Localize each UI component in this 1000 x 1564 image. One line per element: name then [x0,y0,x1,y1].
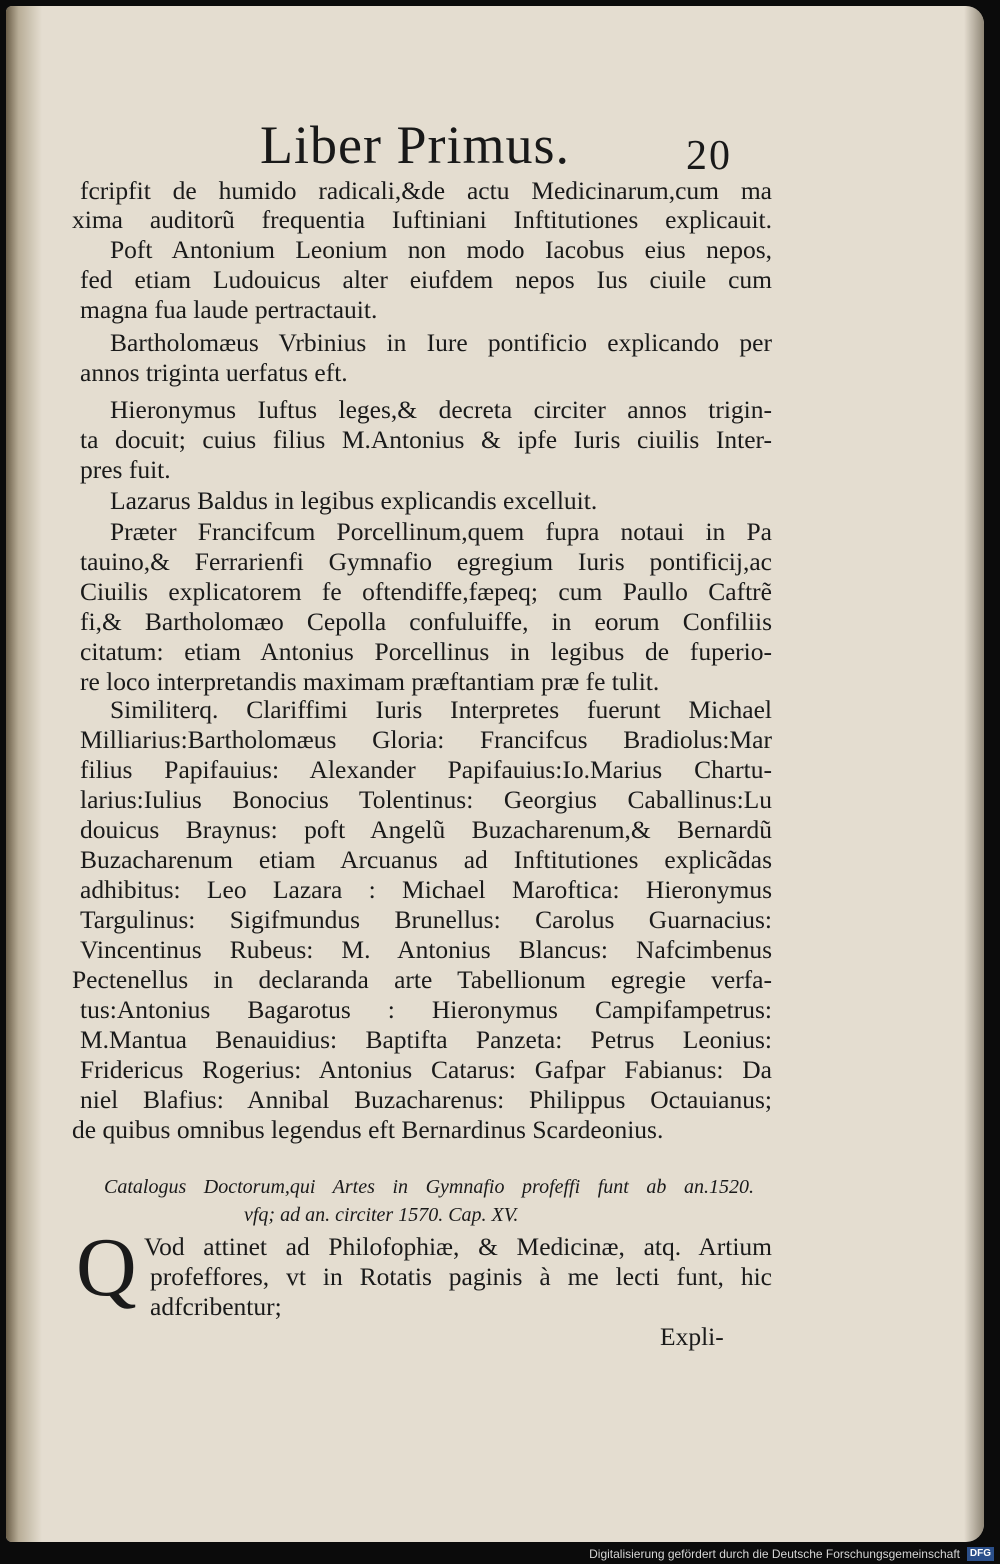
text-line: magna fua laude pertractauit. [80,295,378,324]
text-line: Poft Antonium Leonium non modo Iacobus eius nepos, [110,235,772,264]
text-line: citatum: etiam Antonius Porcellinus in legibus de fuperio- [80,637,772,666]
text-line: Fridericus Rogerius: Antonius Catarus: Gafpar Fabianus: Da [80,1055,772,1084]
text-line: fi,& Bartholomæo Cepolla confuluiffe, in eorum Confiliis [80,607,772,636]
text-line: Targulinus: Sigifmundus Brunellus: Carolus Guarnacius: [80,905,772,934]
catchword: Expli- [660,1322,724,1351]
chapter-heading: vfq; ad an. circiter 1570. Cap. XV. [244,1204,519,1226]
text-line: Bartholomæus Vrbinius in Iure pontificio explicando per [110,328,772,357]
text-line: Hieronymus Iuftus leges,& decreta circiter annos trigin- [110,395,772,424]
text-line: Vincentinus Rubeus: M. Antonius Blancus: Nafcimbenus [80,935,772,964]
text-line: douicus Braynus: poft Angelũ Buzacharenum,& Bernardũ [80,815,772,844]
chapter-heading: Catalogus Doctorum,qui Artes in Gymnafio profeffi funt ab an.1520. [104,1176,754,1198]
text-line: tauino,& Ferrarienfi Gymnafio egregium Iuris pontificij,ac [80,547,772,576]
text-line: Pectenellus in declaranda arte Tabellionum egregie verfa- [72,965,772,994]
text-line: Similiterq. Clariffimi Iuris Interpretes fuerunt Michael [110,695,772,724]
text-line: adfcribentur; [150,1292,282,1321]
text-line: Ciuilis explicatorem fe oftendiffe,fæpeq; cum Paullo Caftrẽ [80,577,772,606]
drop-cap-initial: Q [76,1221,137,1314]
text-line: de quibus omnibus legendus eft Bernardinus Scardeonius. [72,1115,664,1144]
text-line: Præter Francifcum Porcellinum,quem fupra notaui in Pa [110,517,772,546]
page-number: 20 [686,133,732,179]
text-line: fed etiam Ludouicus alter eiufdem nepos Ius ciuile cum [80,265,772,294]
text-line: xima auditorũ frequentia Iuftiniani Inftitutiones explicauit. [72,205,772,234]
text-line: Vod attinet ad Philofophiæ, & Medicinæ, atq. Artium [144,1232,772,1261]
book-page [6,6,984,1542]
text-line: ta docuit; cuius filius M.Antonius & ipfe Iuris ciuilis Inter- [80,425,772,454]
text-line: Buzacharenum etiam Arcuanus ad Inftitutiones explicãdas [80,845,772,874]
text-line: M.Mantua Benauidius: Baptifta Panzeta: Petrus Leonius: [80,1025,772,1054]
text-line: filius Papifauius: Alexander Papifauius:Io.Marius Chartu- [80,755,772,784]
text-line: larius:Iulius Bonocius Tolentinus: Georgius Caballinus:Lu [80,785,772,814]
digitization-credit: Digitalisierung gefördert durch die Deutsche Forschungsgemeinschaft [589,1547,960,1561]
text-line: niel Blafius: Annibal Buzacharenus: Philippus Octauianus; [80,1085,772,1114]
text-line: profeffores, vt in Rotatis paginis à me lecti funt, hic [150,1262,772,1291]
text-line: Lazarus Baldus in legibus explicandis excelluit. [110,486,598,515]
text-line: adhibitus: Leo Lazara : Michael Maroftica: Hieronymus [80,875,772,904]
text-line: annos triginta uerfatus eft. [80,358,348,387]
text-line: re loco interpretandis maximam præftantiam præ fe tulit. [80,667,660,696]
running-head: Liber Primus. [260,115,570,175]
text-line: tus:Antonius Bagarotus : Hieronymus Campifampetrus: [80,995,772,1024]
text-line: pres fuit. [80,455,171,484]
dfg-logo: DFG [967,1547,994,1561]
text-line: fcripfit de humido radicali,&de actu Medicinarum,cum ma [80,176,772,205]
text-line: Milliarius:Bartholomæus Gloria: Francifcus Bradiolus:Mar [80,725,772,754]
